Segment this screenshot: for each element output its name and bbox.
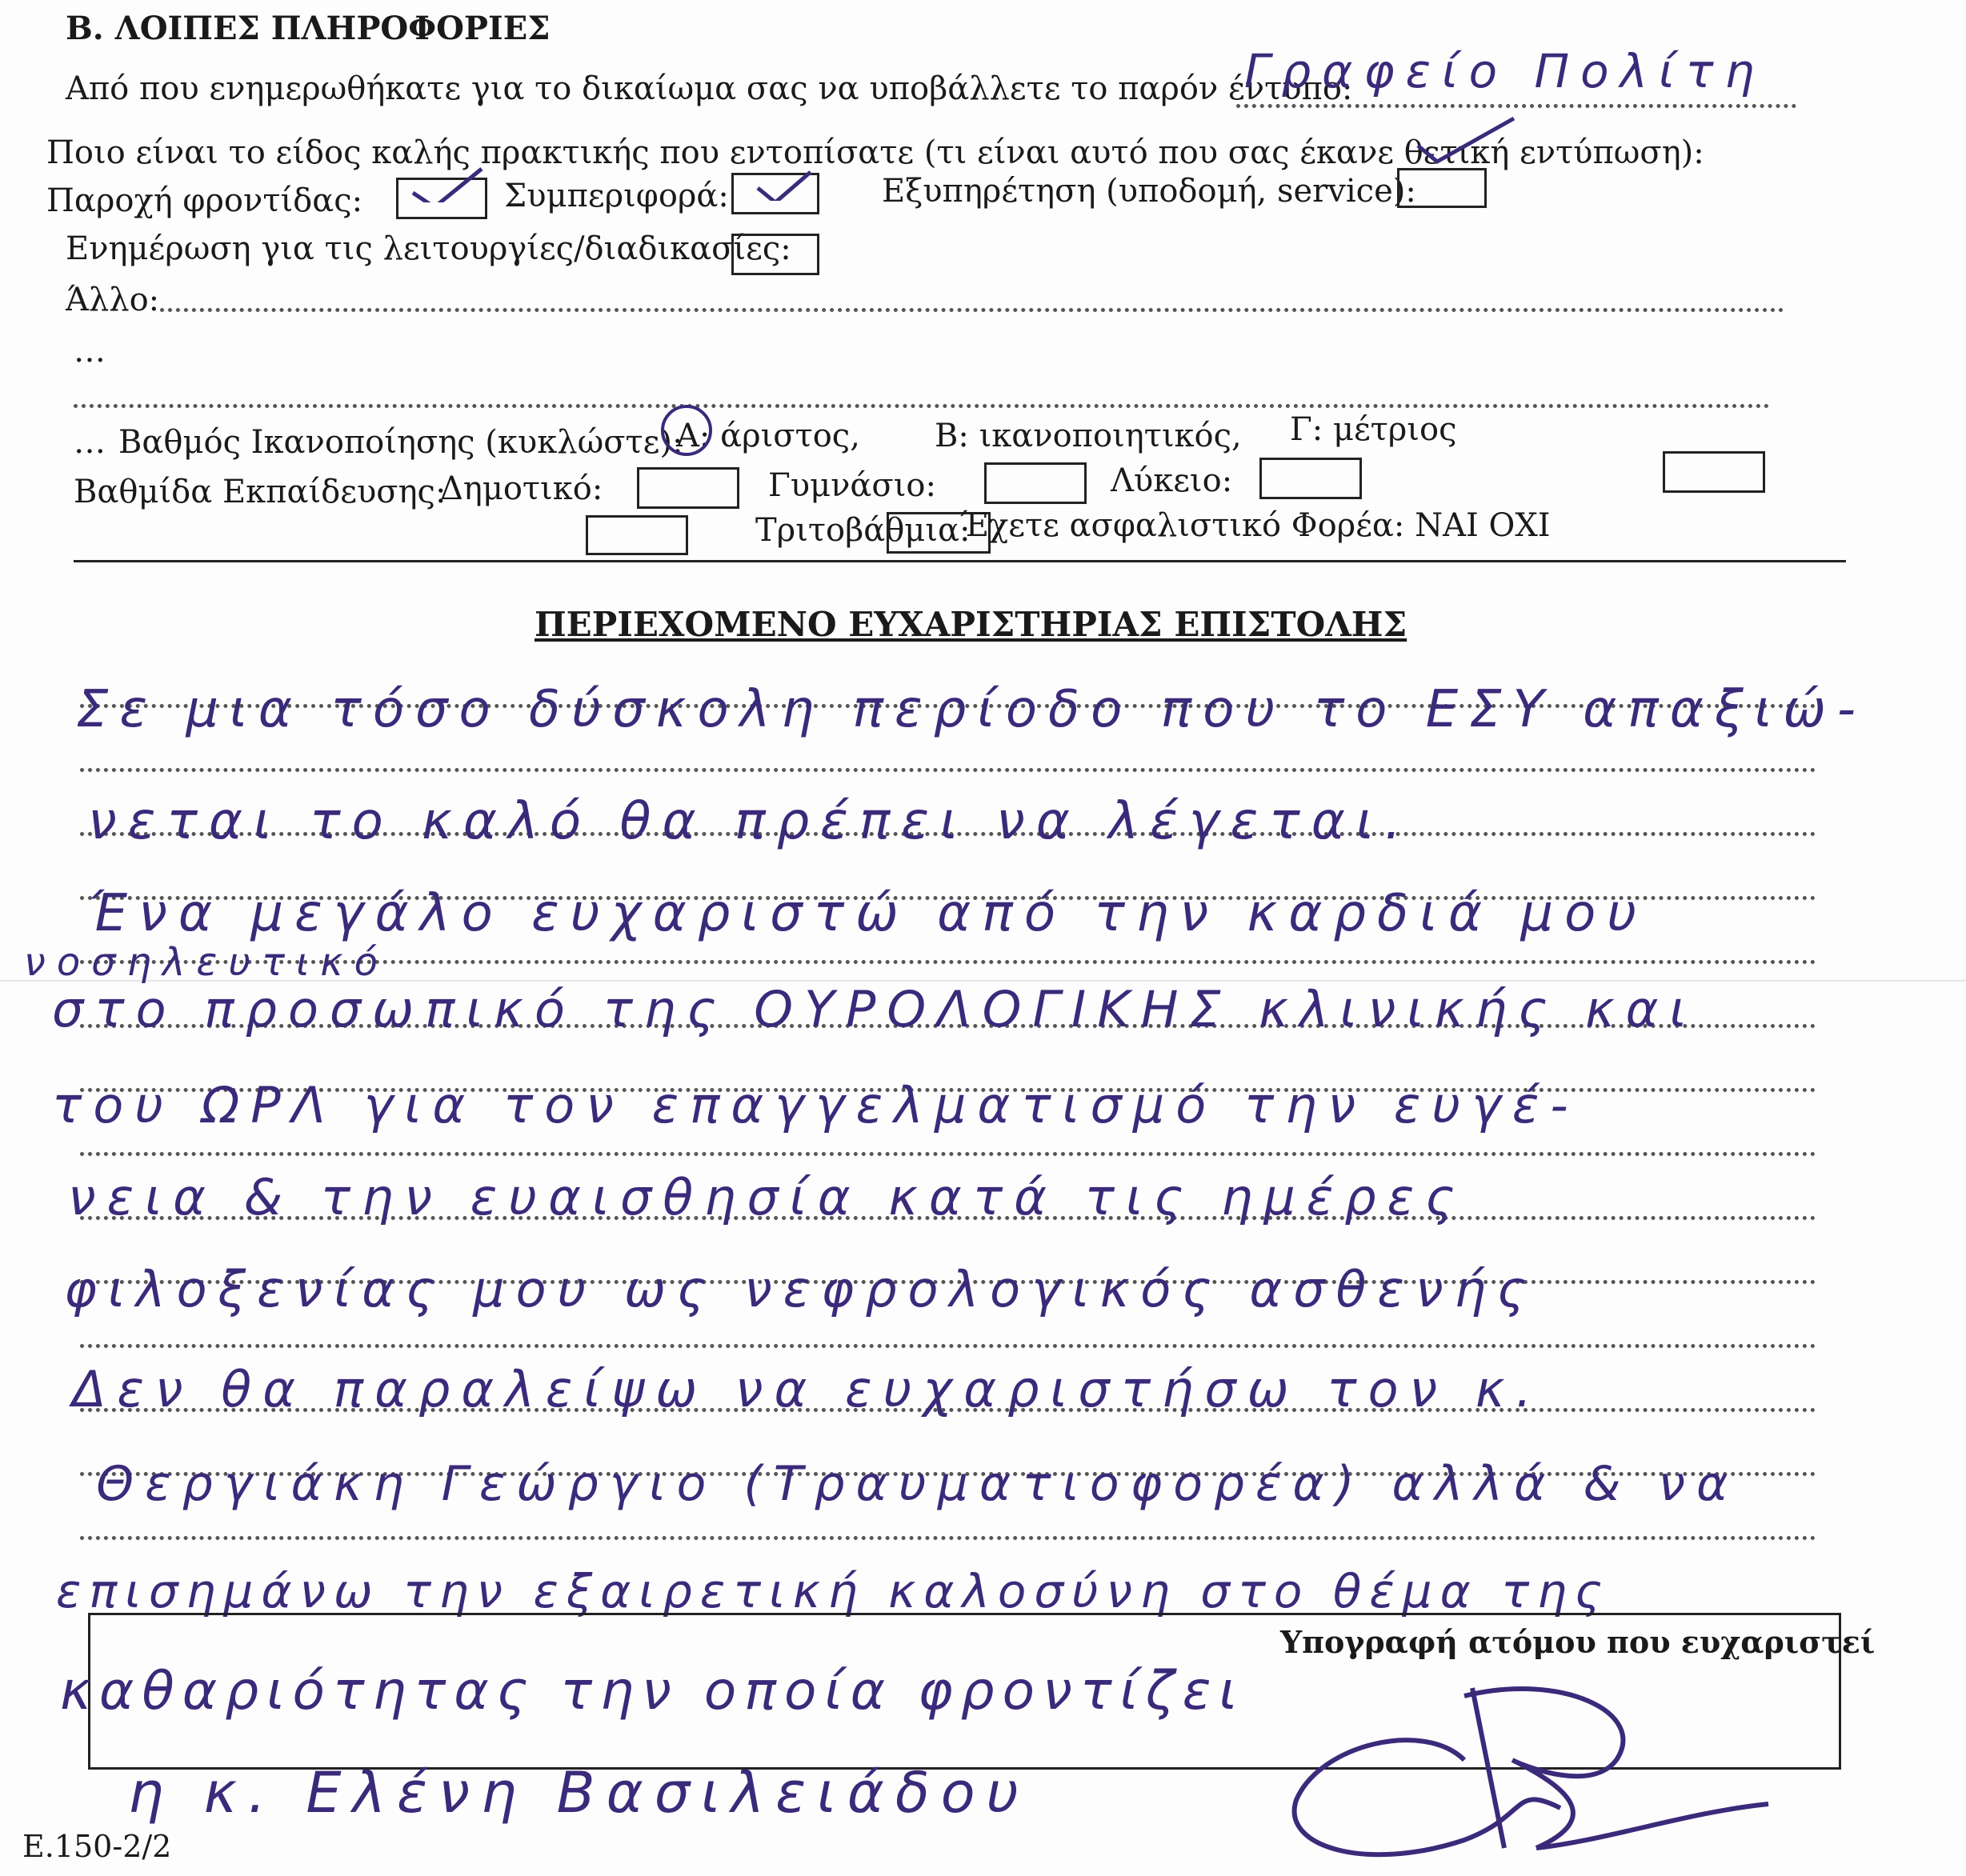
edu-lyc-checkbox[interactable] [1259, 458, 1362, 499]
letter-line [80, 768, 1816, 772]
letter-text-line: Θεργιάκη Γεώργιο (Τραυματιοφορέα) αλλά & να [96, 1456, 1740, 1512]
edu-gym-checkbox[interactable] [984, 462, 1087, 504]
letter-line [80, 1536, 1816, 1540]
care-checkbox[interactable] [396, 178, 487, 219]
letter-text-line: Δεν θα παραλείψω να ευχαριστήσω τον κ. [72, 1360, 1544, 1418]
letter-text-line: Ένα μεγάλο ευχαριστώ από την καρδιά μου [88, 884, 1648, 943]
letter-text-line: στο προσωπικό της ΟΥΡΟΛΟΓΙΚΗΣ κλινικής και [52, 980, 1698, 1038]
other-dotted-line[interactable] [160, 308, 1784, 312]
section-title: Β. ΛΟΙΠΕΣ ΠΛΗΡΟΦΟΡΙΕΣ [66, 10, 551, 47]
letter-line [80, 1344, 1816, 1348]
behavior-checkbox[interactable] [731, 173, 819, 214]
letter-text-line: η κ. Ελένη Βασιλειάδου [128, 1760, 1031, 1826]
letter-text-line: νεται το καλό θα πρέπει να λέγεται. [88, 792, 1412, 851]
ellipsis: … [74, 424, 106, 461]
behavior-label: Συμπεριφορά: [504, 178, 729, 214]
checkmark-icon [1408, 112, 1520, 168]
letter-text-line: του ΩΡΛ για τον επαγγελματισμό την ευγέ- [52, 1076, 1580, 1134]
extra-checkbox[interactable] [1663, 451, 1765, 493]
other-dotted-line-2[interactable] [74, 404, 1770, 408]
other-label: Άλλο: [66, 282, 160, 318]
insurance-label[interactable]: Έχετε ασφαλιστικό Φορέα: ΝΑΙ ΟΧΙ [960, 507, 1551, 544]
rating-option-a[interactable]: Α: άριστος, [676, 418, 860, 454]
edu-primary-label: Δημοτικό: [440, 470, 603, 507]
letter-text-line: καθαριότητας την οποία φροντίζει [60, 1660, 1245, 1722]
rating-label: Βαθμός Ικανοποίησης (κυκλώστε): [118, 424, 683, 461]
circle-mark-icon [655, 398, 719, 462]
letter-heading: ΠΕΡΙΕΧΟΜΕΝΟ ΕΥΧΑΡΙΣΤΗΡΙΑΣ ΕΠΙΣΤΟΛΗΣ [535, 605, 1407, 644]
signature-scribble [1272, 1648, 1784, 1864]
service-label: Εξυπηρέτηση (υποδομή, service): [882, 173, 1416, 210]
informed-dotted-line [1236, 104, 1796, 108]
service-checkbox[interactable] [1397, 168, 1487, 208]
informed-label: Από που ενημερωθήκατε για το δικαίωμα σας να υποβάλλετε το παρόν έντυπο: [66, 70, 1353, 107]
info-checkbox[interactable] [731, 234, 819, 275]
edu-primary-checkbox[interactable] [637, 467, 739, 509]
section-divider [74, 560, 1846, 562]
checkmark-icon [398, 166, 485, 202]
info-label: Ενημέρωση για τις λειτουργίες/διαδικασίες: [66, 230, 791, 267]
checkmark-icon [734, 164, 817, 201]
edu-tertiary-label: Τριτοβάθμια: [755, 512, 971, 549]
ellipsis: … [74, 333, 106, 370]
care-label: Παροχή φροντίδας: [46, 182, 363, 219]
informed-answer[interactable]: Γραφείο Πολίτη [1244, 44, 1766, 98]
rating-option-c[interactable]: Γ: μέτριος [1290, 411, 1457, 448]
rating-option-b[interactable]: Β: ικανοποιητικός, [935, 418, 1242, 454]
edu-lyc-label: Λύκειο: [1111, 462, 1233, 499]
letter-text-line: επισημάνω την εξαιρετική καλοσύνη στο θέμα της [56, 1564, 1610, 1618]
edu-tertiary-checkbox[interactable] [586, 515, 688, 555]
letter-text-line: Σε μια τόσο δύσκολη περίοδο που το ΕΣΥ απαξιώ- [76, 680, 1867, 739]
form-code: Ε.150-2/2 [22, 1829, 172, 1864]
margin-note: νοσηλευτικό [24, 940, 389, 985]
letter-line [80, 1152, 1816, 1156]
edu-gym-label: Γυμνάσιο: [768, 467, 936, 504]
signature-label: Υπογραφή ατόμου που ευχαριστεί [1280, 1624, 1876, 1660]
education-label: Βαθμίδα Εκπαίδευσης: [74, 474, 446, 510]
letter-text-line: νεια & την ευαισθησία κατά τις ημέρες [68, 1168, 1466, 1226]
practice-label: Ποιο είναι το είδος καλής πρακτικής που εντοπίσατε (τι είναι αυτό που σας έκανε θετική εντύπωση): [46, 134, 1704, 171]
letter-text-line: φιλοξενίας μου ως νεφρολογικός ασθενής [64, 1260, 1538, 1318]
